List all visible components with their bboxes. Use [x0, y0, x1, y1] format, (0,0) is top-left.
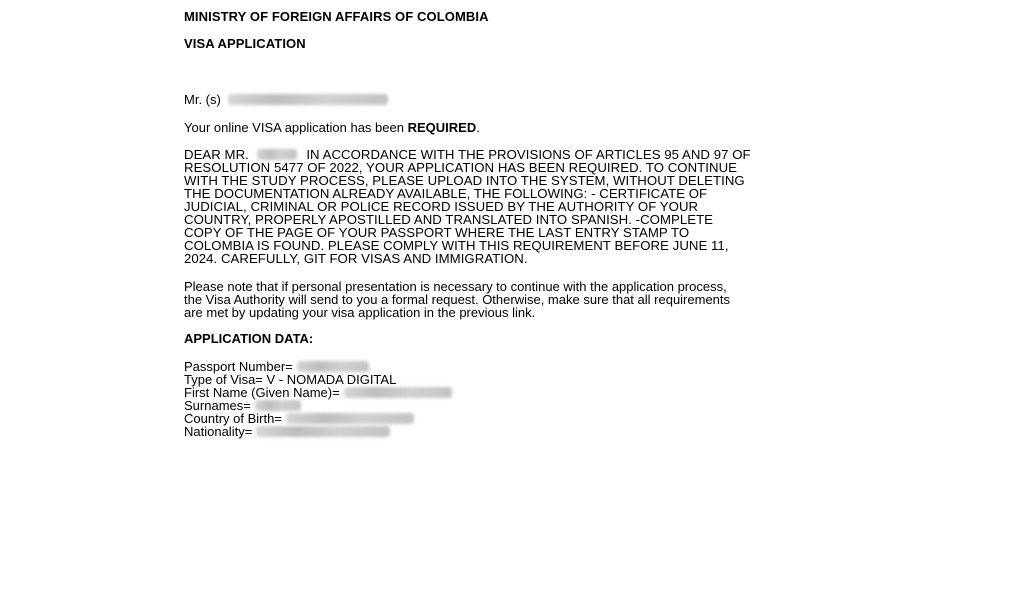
paragraph-line: COPY OF THE PAGE OF YOUR PASSPORT WHERE THE LAST ENTRY STAMP TO	[184, 225, 690, 240]
passport-number-label: Passport Number=	[184, 359, 293, 374]
salutation-line	[184, 93, 388, 106]
redacted-nationality	[256, 426, 390, 437]
status-period: .	[476, 120, 480, 135]
paragraph-first-line: IN ACCORDANCE WITH THE PROVISIONS OF ARTICLES 95 AND 97 OF	[306, 147, 751, 162]
redacted-surname	[257, 149, 297, 160]
surnames-label: Surnames=	[184, 398, 251, 413]
nationality-label: Nationality=	[184, 424, 253, 439]
paragraph-line: 2024. CAREFULLY, GIT FOR VISAS AND IMMIGRATION.	[184, 251, 528, 266]
status-value: REQUIRED	[407, 120, 477, 135]
visa-type-value: V - NOMADA DIGITAL	[266, 372, 397, 387]
visa-type-label: Type of Visa=	[184, 372, 263, 387]
nationality-field	[184, 425, 452, 438]
note-line: the Visa Authority will send to you a formal request. Otherwise, make sure that all requirements	[184, 292, 731, 307]
note-line: are met by updating your visa application in the previous link.	[184, 305, 536, 320]
redacted-country-of-birth	[286, 413, 414, 424]
subject-heading: VISA APPLICATION	[184, 36, 306, 51]
ministry-heading: MINISTRY OF FOREIGN AFFAIRS OF COLOMBIA	[184, 9, 489, 24]
paragraph-line: COUNTRY, PROPERLY APOSTILLED AND TRANSLATED INTO SPANISH. -COMPLETE	[184, 212, 714, 227]
salutation-prefix: Mr. (s)	[184, 92, 221, 107]
paragraph-line: WITH THE STUDY PROCESS, PLEASE UPLOAD INTO THE SYSTEM, WITHOUT DELETING	[184, 173, 745, 188]
application-data-heading: APPLICATION DATA:	[184, 331, 314, 346]
application-fields	[184, 360, 452, 438]
status-text: Your online VISA application has been	[184, 120, 404, 135]
note-line: Please note that if personal presentation is necessary to continue with the application process,	[184, 279, 727, 294]
requirement-paragraph	[184, 148, 804, 265]
dear-prefix: DEAR MR.	[184, 147, 249, 162]
country-of-birth-label: Country of Birth=	[184, 411, 282, 426]
redacted-surnames	[255, 400, 301, 411]
first-name-label: First Name (Given Name)=	[184, 385, 340, 400]
paragraph-line: JUDICIAL, CRIMINAL OR POLICE RECORD ISSUED BY THE AUTHORITY OF YOUR	[184, 199, 699, 214]
paragraph-line: RESOLUTION 5477 OF 2022, YOUR APPLICATION HAS BEEN REQUIRED. TO CONTINUE	[184, 160, 737, 175]
paragraph-line: THE DOCUMENTATION ALREADY AVAILABLE, THE FOLLOWING: - CERTIFICATE OF	[184, 186, 708, 201]
redacted-passport-number	[297, 361, 369, 372]
redacted-name	[228, 94, 388, 105]
note-paragraph	[184, 280, 804, 319]
paragraph-line: COLOMBIA IS FOUND. PLEASE COMPLY WITH THIS REQUIREMENT BEFORE JUNE 11,	[184, 238, 729, 253]
status-line	[184, 121, 480, 134]
redacted-first-name	[344, 387, 452, 398]
